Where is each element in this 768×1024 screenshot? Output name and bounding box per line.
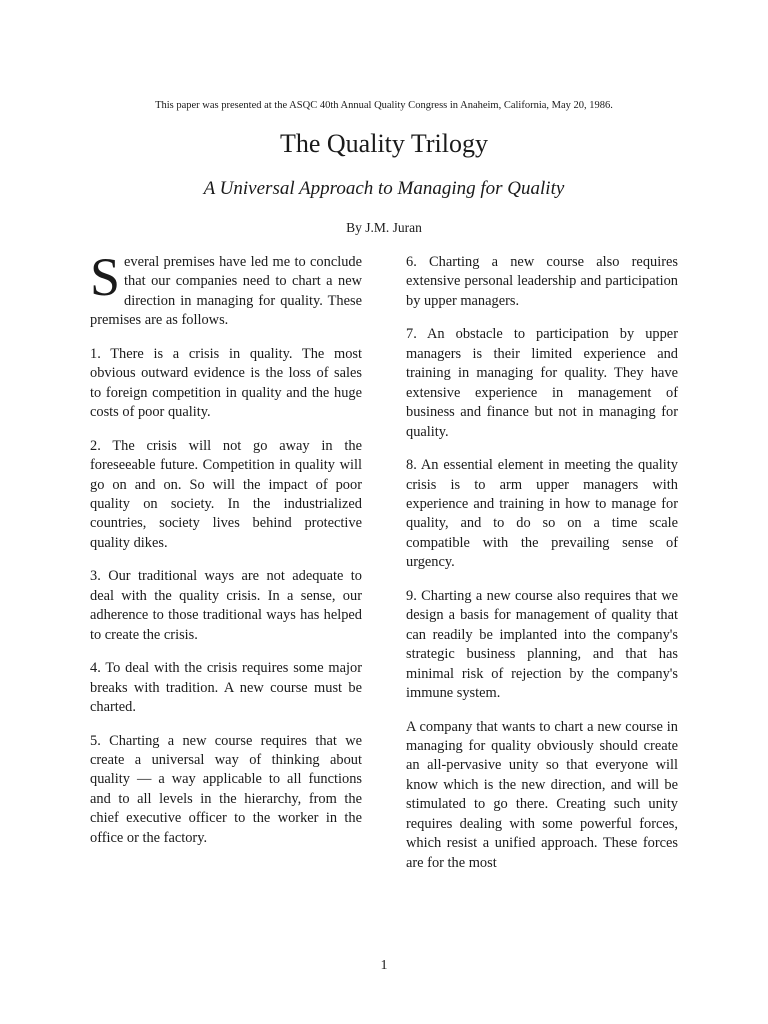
premise-7: 7. An obstacle to participation by upper managers is their limited experience and training in managing for quality. They have extensive experience in management of business and finance but not in managing for quality. xyxy=(406,326,678,440)
paper-title: The Quality Trilogy xyxy=(279,129,488,158)
presentation-note: This paper was presented at the ASQC 40th Annual Quality Congress in Anaheim, California, May 20, 1986. xyxy=(155,100,613,111)
left-column xyxy=(90,247,362,862)
premise-4: 4. To deal with the crisis requires some major breaks with tradition. A new course must be charted. xyxy=(90,660,362,716)
body-paragraph: A company that wants to chart a new course in managing for quality obviously should create an all-pervasive unity so that everyone will know which is the new direction, and will be stimulated to go there. Creating such unity requires dealing with some powerful forces, which resist a unified approach. These forces are for the most xyxy=(406,718,678,871)
author-byline: By J.M. Juran xyxy=(346,220,422,235)
right-column xyxy=(406,253,678,887)
intro-paragraph xyxy=(90,247,362,331)
drop-cap: S xyxy=(90,247,121,307)
paper-subtitle: A Universal Approach to Managing for Quality xyxy=(203,178,565,199)
premise-9: 9. Charting a new course also requires that we design a basis for management of quality that can readily be implanted into the company's strategic business planning, and that has minimal risk of rejection by the company's immune system. xyxy=(406,587,678,702)
premise-8: 8. An essential element in meeting the quality crisis is to arm upper managers with experience and training in how to manage for quality, and to do so on a time scale compatible with the prevailing sense of urgency. xyxy=(406,457,678,571)
premise-3: 3. Our traditional ways are not adequate to deal with the quality crisis. In a sense, our adherence to those traditional ways has helped to create the crisis. xyxy=(90,568,362,643)
premise-5: 5. Charting a new course requires that we create a universal way of thinking about quality — a way applicable to all functions and to all levels in the hierarchy, from the chief executive officer to the worker in the office or the factory. xyxy=(90,732,362,846)
page-number: 1 xyxy=(380,958,388,973)
premise-1: 1. There is a crisis in quality. The most obvious outward evidence is the loss of sales to foreign competition in quality and the huge costs of poor quality. xyxy=(90,345,362,421)
premise-6: 6. Charting a new course also requires extensive personal leadership and participation by upper managers. xyxy=(406,254,678,309)
premise-2: 2. The crisis will not go away in the foreseeable future. Competition in quality will go on and on. So will the impact of poor quality on society. In the industrialized countries, society lives behind protective quality dikes. xyxy=(90,437,362,551)
intro-text: everal premises have led me to conclude that our companies need to chart a new direction in managing for quality. These premises are as follows. xyxy=(90,254,362,329)
